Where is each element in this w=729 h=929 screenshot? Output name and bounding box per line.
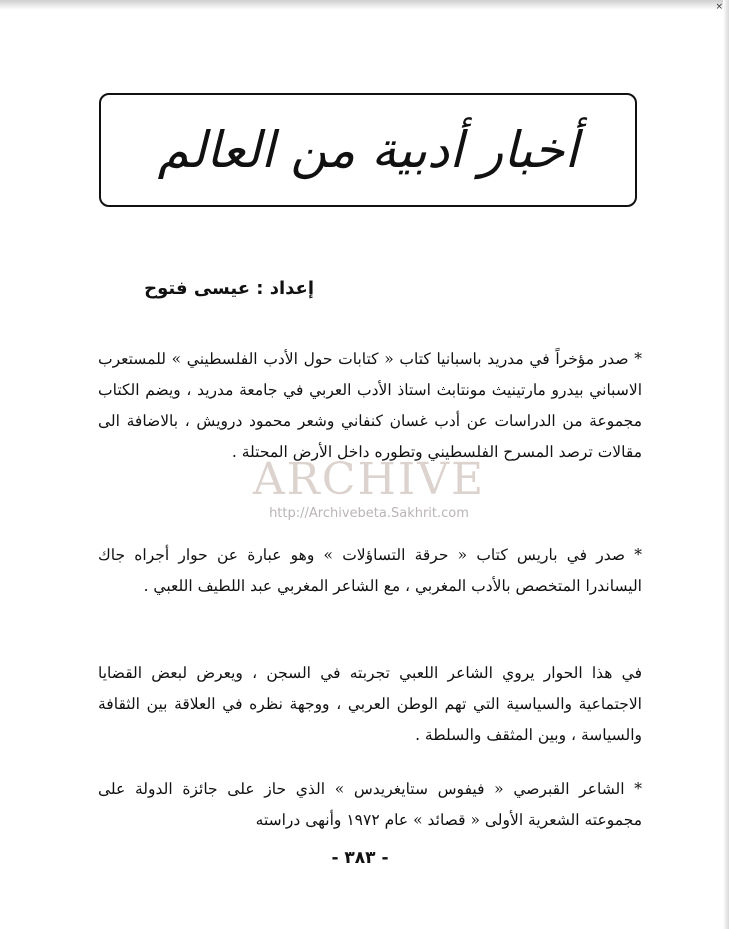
title-frame (99, 93, 637, 207)
archive-watermark: ARCHIVE (252, 454, 486, 505)
author-line: إعداد : عيسى فتوح (144, 278, 314, 299)
scan-right-shadow (723, 0, 729, 929)
page-title: أخبار أدبية من العالم (157, 121, 579, 179)
scan-top-shadow (0, 0, 729, 10)
page-number: - ٣٨٣ - (331, 848, 389, 868)
corner-mark: × (715, 2, 723, 12)
paragraph-madrid-book: * صدر مؤخراً في مدريد باسبانيا كتاب « كتابات حول الأدب الفلسطيني » للمستعرب الاسباني بيدرو مارتينيث مونتابث استاذ الأدب العربي في جامعة مدريد ، ويضم الكتاب مجموعة من الدراسات عن أدب غسان كنفاني وشعر محمود درويش ، بالاضافة الى مقالات ترصد المسرح الفلسطيني وتطوره داخل الأرض المحتلة . (98, 350, 642, 461)
paragraph-interview: في هذا الحوار يروي الشاعر اللعبي تجربته في السجن ، ويعرض لبعض القضايا الاجتماعية والسياسية التي تهم الوطن العربي ، ووجهة نظره في العلاقة بين الثقافة والسياسة ، وبين المثقف والسلطة . (98, 664, 642, 744)
paragraph-cypriot-poet: * الشاعر القبرصي « فيفوس ستايغريدس » الذي حاز على جائزة الدولة على مجموعته الشعرية الأولى « قصائد » عام ١٩٧٢ وأنهى دراسته (98, 780, 642, 829)
paragraph-paris-book: * صدر في باريس كتاب « حرقة التساؤلات » وهو عبارة عن حوار أجراه جاك اليساندرا المتخصص بالأدب المغربي ، مع الشاعر المغربي عبد اللطيف اللعبي . (98, 546, 642, 595)
archive-watermark-url: http://Archivebeta.Sakhrit.com (269, 506, 469, 521)
